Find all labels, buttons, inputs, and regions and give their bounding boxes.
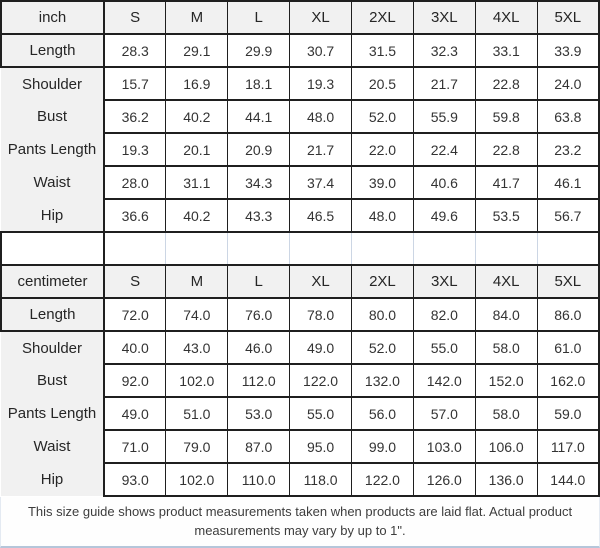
size-header-s: S (104, 265, 166, 298)
unit-label: centimeter (1, 265, 104, 298)
row-label: Bust (1, 100, 104, 133)
measurement-row (1, 397, 599, 430)
value-cell: 43.0 (166, 331, 228, 364)
measurement-row (1, 199, 599, 232)
size-header-m: M (166, 265, 228, 298)
value-cell: 30.7 (290, 34, 352, 67)
value-cell: 58.0 (475, 397, 537, 430)
separator-label-cell (1, 232, 104, 265)
separator-cell (352, 232, 414, 265)
value-cell: 59.8 (475, 100, 537, 133)
separator-cell (228, 232, 290, 265)
measurement-row (1, 430, 599, 463)
value-cell: 43.3 (228, 199, 290, 232)
value-cell: 21.7 (290, 133, 352, 166)
value-cell: 53.0 (228, 397, 290, 430)
value-cell: 53.5 (475, 199, 537, 232)
measurement-row (1, 166, 599, 199)
value-cell: 37.4 (290, 166, 352, 199)
value-cell: 86.0 (537, 298, 599, 331)
value-cell: 61.0 (537, 331, 599, 364)
value-cell: 102.0 (166, 463, 228, 496)
value-cell: 106.0 (475, 430, 537, 463)
value-cell: 46.5 (290, 199, 352, 232)
unit-header-row (1, 265, 599, 298)
size-header-5xl: 5XL (537, 265, 599, 298)
value-cell: 40.6 (413, 166, 475, 199)
value-cell: 19.3 (104, 133, 166, 166)
size-header-l: L (228, 265, 290, 298)
value-cell: 103.0 (413, 430, 475, 463)
value-cell: 63.8 (537, 100, 599, 133)
value-cell: 40.2 (166, 199, 228, 232)
value-cell: 110.0 (228, 463, 290, 496)
value-cell: 51.0 (166, 397, 228, 430)
value-cell: 40.0 (104, 331, 166, 364)
size-header-3xl: 3XL (413, 265, 475, 298)
value-cell: 92.0 (104, 364, 166, 397)
value-cell: 31.1 (166, 166, 228, 199)
value-cell: 20.1 (166, 133, 228, 166)
value-cell: 46.1 (537, 166, 599, 199)
value-cell: 33.1 (475, 34, 537, 67)
value-cell: 23.2 (537, 133, 599, 166)
row-label: Waist (1, 166, 104, 199)
value-cell: 22.8 (475, 67, 537, 100)
value-cell: 24.0 (537, 67, 599, 100)
value-cell: 29.1 (166, 34, 228, 67)
value-cell: 36.6 (104, 199, 166, 232)
row-label: Pants Length (1, 133, 104, 166)
measurement-row (1, 463, 599, 496)
value-cell: 93.0 (104, 463, 166, 496)
value-cell: 132.0 (352, 364, 414, 397)
value-cell: 55.0 (413, 331, 475, 364)
size-header-5xl: 5XL (537, 1, 599, 34)
value-cell: 32.3 (413, 34, 475, 67)
size-header-4xl: 4XL (475, 1, 537, 34)
value-cell: 99.0 (352, 430, 414, 463)
value-cell: 20.5 (352, 67, 414, 100)
value-cell: 49.0 (104, 397, 166, 430)
value-cell: 22.8 (475, 133, 537, 166)
separator-cell (413, 232, 475, 265)
value-cell: 36.2 (104, 100, 166, 133)
row-label: Length (1, 298, 104, 331)
value-cell: 117.0 (537, 430, 599, 463)
value-cell: 122.0 (352, 463, 414, 496)
value-cell: 59.0 (537, 397, 599, 430)
size-header-2xl: 2XL (352, 1, 414, 34)
value-cell: 19.3 (290, 67, 352, 100)
separator-cell (537, 232, 599, 265)
measurement-row (1, 67, 599, 100)
value-cell: 39.0 (352, 166, 414, 199)
value-cell: 57.0 (413, 397, 475, 430)
value-cell: 52.0 (352, 331, 414, 364)
value-cell: 21.7 (413, 67, 475, 100)
note-text: This size guide shows product measurements taken when products are laid flat. Actual product measurements may vary by up to 1". (27, 503, 573, 538)
value-cell: 22.0 (352, 133, 414, 166)
value-cell: 34.3 (228, 166, 290, 199)
row-label: Bust (1, 364, 104, 397)
value-cell: 118.0 (290, 463, 352, 496)
row-label: Hip (1, 463, 104, 496)
row-label: Shoulder (1, 331, 104, 364)
measurement-row (1, 100, 599, 133)
value-cell: 56.7 (537, 199, 599, 232)
size-header-s: S (104, 1, 166, 34)
value-cell: 122.0 (290, 364, 352, 397)
value-cell: 40.2 (166, 100, 228, 133)
value-cell: 15.7 (104, 67, 166, 100)
size-header-xl: XL (290, 265, 352, 298)
size-header-l: L (228, 1, 290, 34)
unit-label: inch (1, 1, 104, 34)
value-cell: 74.0 (166, 298, 228, 331)
value-cell: 28.3 (104, 34, 166, 67)
value-cell: 31.5 (352, 34, 414, 67)
value-cell: 18.1 (228, 67, 290, 100)
value-cell: 79.0 (166, 430, 228, 463)
value-cell: 41.7 (475, 166, 537, 199)
value-cell: 136.0 (475, 463, 537, 496)
size-chart-body (1, 1, 599, 496)
separator-cell (290, 232, 352, 265)
size-header-m: M (166, 1, 228, 34)
value-cell: 162.0 (537, 364, 599, 397)
value-cell: 46.0 (228, 331, 290, 364)
separator-row (1, 232, 599, 265)
value-cell: 52.0 (352, 100, 414, 133)
value-cell: 44.1 (228, 100, 290, 133)
value-cell: 84.0 (475, 298, 537, 331)
value-cell: 152.0 (475, 364, 537, 397)
measurement-row (1, 34, 599, 67)
size-header-2xl: 2XL (352, 265, 414, 298)
row-label: Waist (1, 430, 104, 463)
value-cell: 48.0 (290, 100, 352, 133)
separator-cell (166, 232, 228, 265)
value-cell: 144.0 (537, 463, 599, 496)
value-cell: 56.0 (352, 397, 414, 430)
value-cell: 102.0 (166, 364, 228, 397)
value-cell: 16.9 (166, 67, 228, 100)
value-cell: 55.0 (290, 397, 352, 430)
row-label: Shoulder (1, 67, 104, 100)
value-cell: 29.9 (228, 34, 290, 67)
row-label: Hip (1, 199, 104, 232)
value-cell: 80.0 (352, 298, 414, 331)
value-cell: 112.0 (228, 364, 290, 397)
value-cell: 95.0 (290, 430, 352, 463)
value-cell: 55.9 (413, 100, 475, 133)
size-guide-note (0, 497, 600, 548)
value-cell: 48.0 (352, 199, 414, 232)
value-cell: 20.9 (228, 133, 290, 166)
value-cell: 28.0 (104, 166, 166, 199)
value-cell: 126.0 (413, 463, 475, 496)
value-cell: 78.0 (290, 298, 352, 331)
value-cell: 58.0 (475, 331, 537, 364)
measurement-row (1, 364, 599, 397)
separator-cell (475, 232, 537, 265)
row-label: Pants Length (1, 397, 104, 430)
size-header-xl: XL (290, 1, 352, 34)
row-label: Length (1, 34, 104, 67)
measurement-row (1, 298, 599, 331)
value-cell: 82.0 (413, 298, 475, 331)
separator-cell (104, 232, 166, 265)
value-cell: 142.0 (413, 364, 475, 397)
value-cell: 72.0 (104, 298, 166, 331)
measurement-row (1, 331, 599, 364)
value-cell: 49.6 (413, 199, 475, 232)
value-cell: 22.4 (413, 133, 475, 166)
value-cell: 71.0 (104, 430, 166, 463)
measurement-row (1, 133, 599, 166)
value-cell: 76.0 (228, 298, 290, 331)
value-cell: 49.0 (290, 331, 352, 364)
size-header-4xl: 4XL (475, 265, 537, 298)
unit-header-row (1, 1, 599, 34)
size-header-3xl: 3XL (413, 1, 475, 34)
value-cell: 33.9 (537, 34, 599, 67)
value-cell: 87.0 (228, 430, 290, 463)
